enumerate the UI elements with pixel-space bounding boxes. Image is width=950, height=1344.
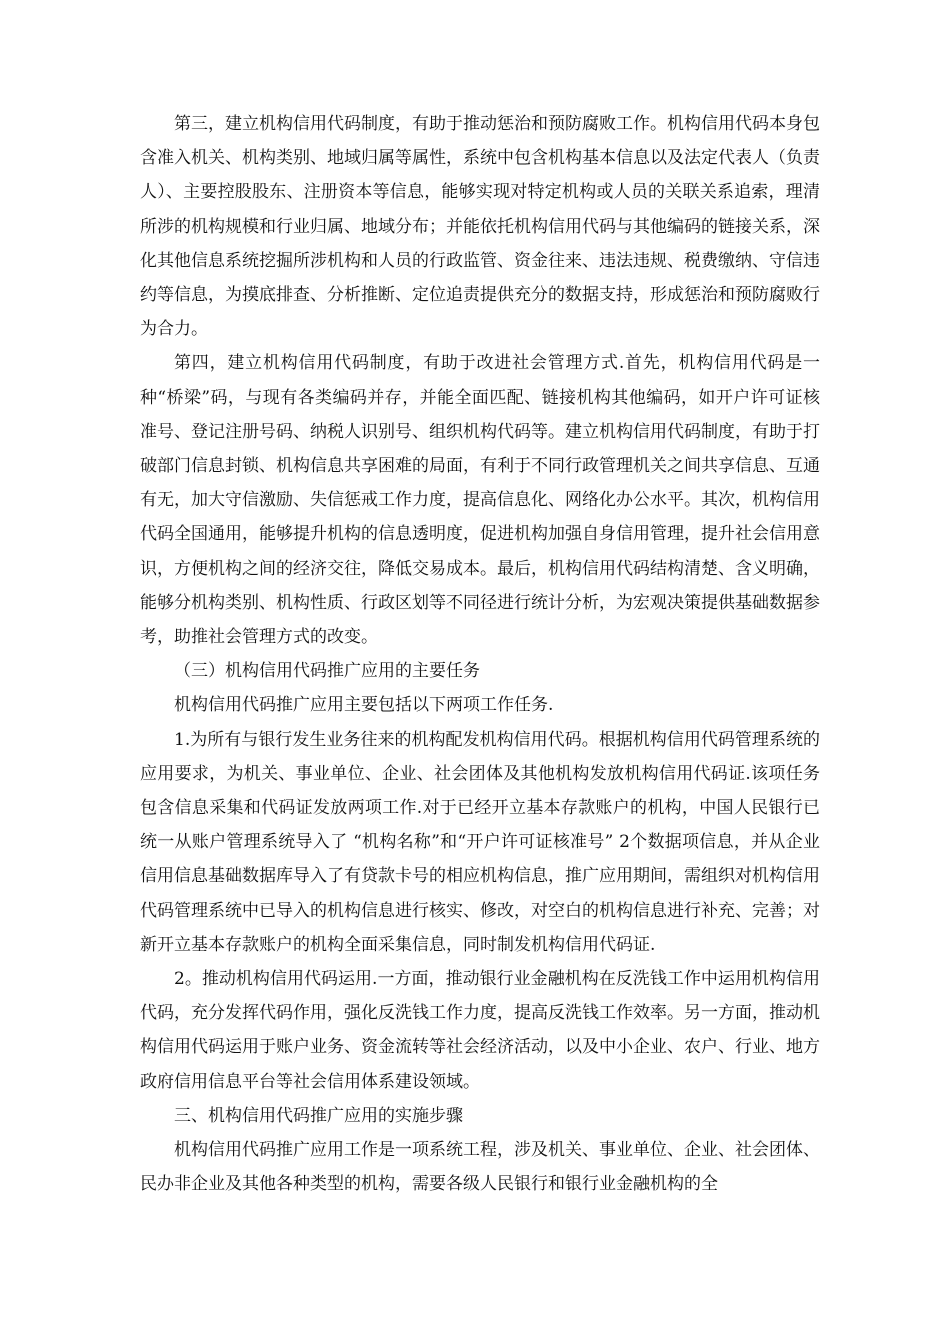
paragraph-fourth-point: 第四，建立机构信用代码制度，有助于改进社会管理方式.首先，机构信用代码是一种“桥梁”码，与现有各类编码并存，并能全面匹配、链接机构其他编码，如开户许可证核准号、登记注册号码、纳税人识别号、组织机构代码等。建立机构信用代码制度，有助于打破部门信息封锁、机构信息共享困难的局面，有利于不同行政管理机关之间共享信息、互通有无，加大守信激励、失信惩戒工作力度，提高信息化、网络化办公水平。其次，机构信用代码全国通用，能够提升机构的信息透明度，促进机构加强自身信用管理，提升社会信用意识，方便机构之间的经济交往，降低交易成本。最后，机构信用代码结构清楚、含义明确，能够分机构类别、机构性质、行政区划等不同径进行统计分析，为宏观决策提供基础数据参考，助推社会管理方式的改变。 bbox=[140, 353, 820, 648]
document-page bbox=[140, 107, 820, 1202]
section-heading-main-tasks: （三）机构信用代码推广应用的主要任务 bbox=[174, 661, 480, 682]
paragraph-implementation-intro: 机构信用代码推广应用工作是一项系统工程，涉及机关、事业单位、企业、社会团体、民办非企业及其他各种类型的机构，需要各级人民银行和银行业金融机构的全 bbox=[140, 1140, 820, 1195]
paragraph-task-1: 1.为所有与银行发生业务往来的机构配发机构信用代码。根据机构信用代码管理系统的应用要求，为机关、事业单位、企业、社会团体及其他机构发放机构信用代码证.该项任务包含信息采集和代码证发放两项工作.对于已经开立基本存款账户的机构，中国人民银行已统一从账户管理系统导入了 “机构名称”和“开户许可证核准号” 2个数据项信息，并从企业信用信息基础数据库导入了有贷款卡号的相应机构信息，推广应用期间，需组织对机构信用代码管理系统中已导入的机构信息进行核实、修改，对空白的机构信息进行补充、完善；对新开立基本存款账户的机构全面采集信息，同时制发机构信用代码证. bbox=[140, 729, 820, 955]
paragraph-task-2: 2。推动机构信用代码运用.一方面，推动银行业金融机构在反洗钱工作中运用机构信用代码，充分发挥代码作用，强化反洗钱工作力度，提高反洗钱工作效率。另一方面，推动机构信用代码运用于账户业务、资金流转等社会经济活动，以及中小企业、农户、行业、地方政府信用信息平台等社会信用体系建设领域。 bbox=[140, 969, 820, 1092]
section-heading-implementation-steps: 三、机构信用代码推广应用的实施步骤 bbox=[174, 1105, 463, 1126]
paragraph-tasks-intro: 机构信用代码推广应用主要包括以下两项工作任务. bbox=[174, 695, 554, 716]
paragraph-third-point: 第三，建立机构信用代码制度，有助于推动惩治和预防腐败工作。机构信用代码本身包含准入机关、机构类别、地域归属等属性，系统中包含机构基本信息以及法定代表人（负责人）、主要控股股东、注册资本等信息，能够实现对特定机构或人员的关联关系追索，理清所涉的机构规模和行业归属、地域分布；并能依托机构信用代码与其他编码的链接关系，深化其他信息系统挖掘所涉机构和人员的行政监管、资金往来、违法违规、税费缴纳、守信违约等信息，为摸底排查、分析推断、定位追责提供充分的数据支持，形成惩治和预防腐败行为合力。 bbox=[140, 114, 820, 340]
